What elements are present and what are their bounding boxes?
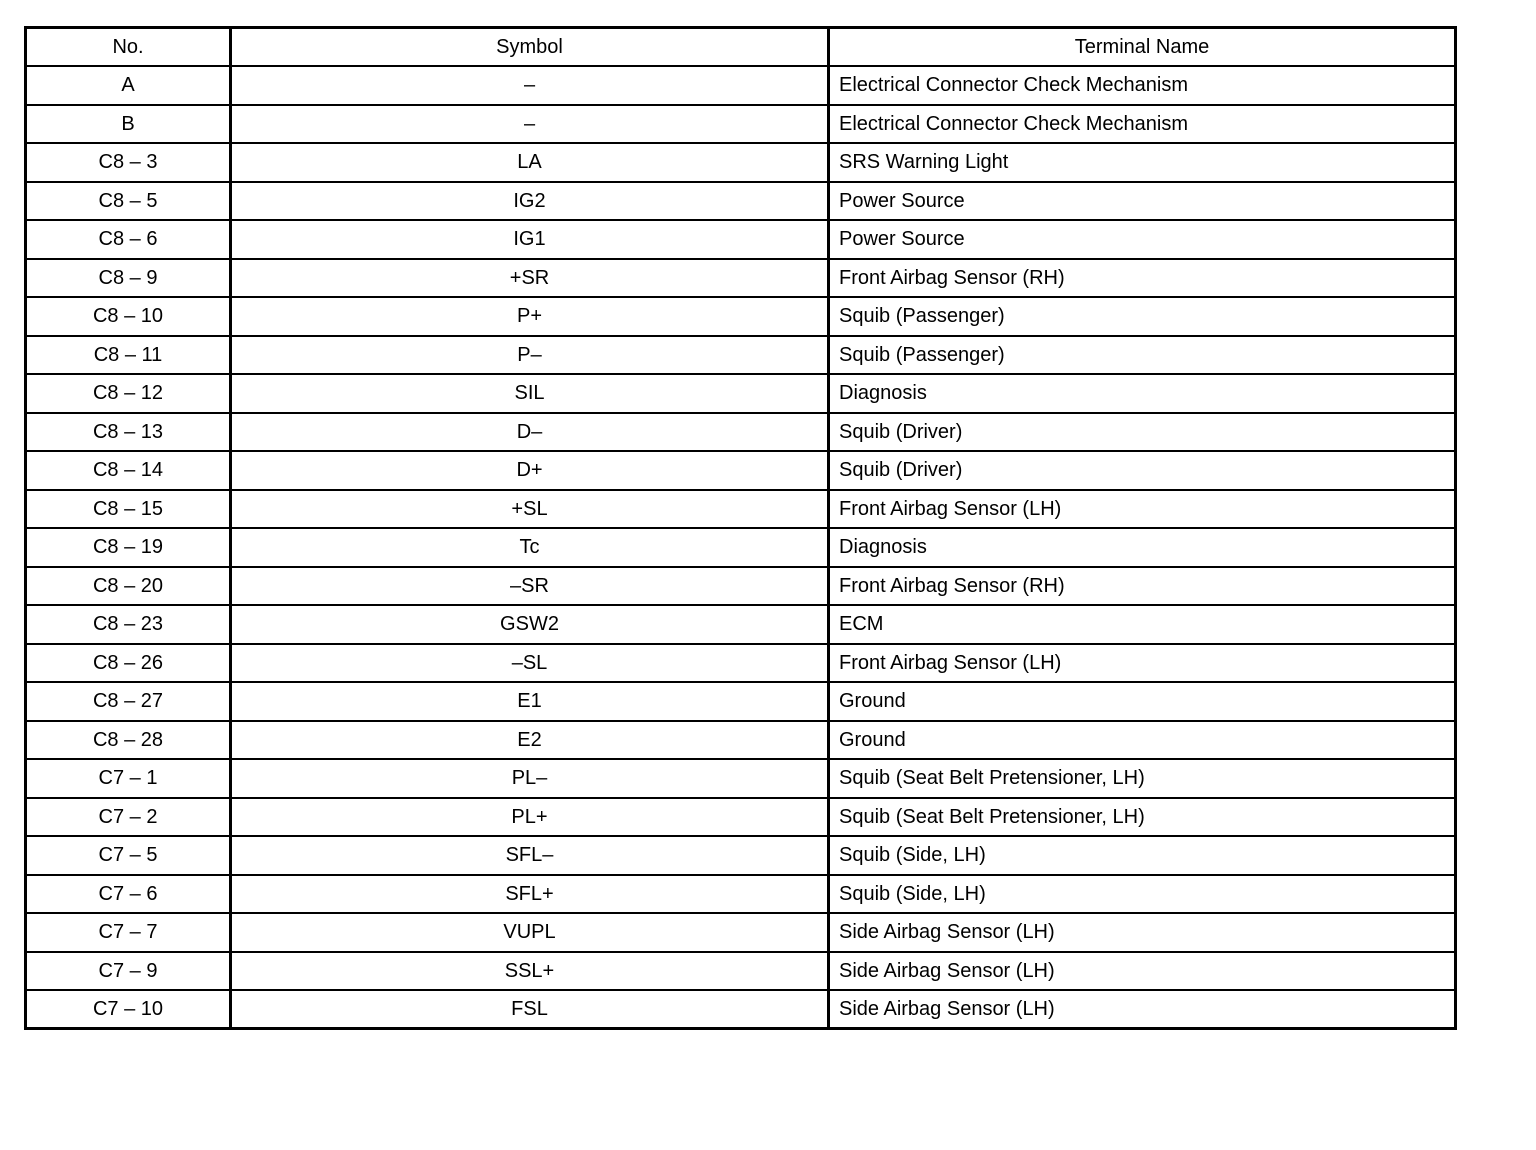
symbol-cell: IG2 (231, 182, 829, 221)
table-row (26, 721, 1456, 760)
terminal-name-cell: Ground (829, 682, 1456, 721)
terminal-name-cell: Front Airbag Sensor (LH) (829, 644, 1456, 683)
symbol-cell: E1 (231, 682, 829, 721)
symbol-cell: P– (231, 336, 829, 375)
terminal-name-cell: Electrical Connector Check Mechanism (829, 105, 1456, 144)
table-row (26, 336, 1456, 375)
table-row (26, 220, 1456, 259)
terminal-no-cell: C8 – 13 (26, 413, 231, 452)
table-row (26, 259, 1456, 298)
terminal-name-cell: ECM (829, 605, 1456, 644)
terminal-name-cell: Diagnosis (829, 528, 1456, 567)
terminal-name-cell: Squib (Driver) (829, 451, 1456, 490)
symbol-cell: D+ (231, 451, 829, 490)
terminal-name-cell: Squib (Driver) (829, 413, 1456, 452)
header-symbol: Symbol (231, 28, 829, 67)
table-row (26, 182, 1456, 221)
terminal-name-cell: Side Airbag Sensor (LH) (829, 990, 1456, 1029)
terminal-no-cell: C7 – 2 (26, 798, 231, 837)
table-row (26, 644, 1456, 683)
terminal-no-cell: C8 – 20 (26, 567, 231, 606)
header-terminal-name: Terminal Name (829, 28, 1456, 67)
terminal-no-cell: C8 – 3 (26, 143, 231, 182)
symbol-cell: – (231, 105, 829, 144)
table-row (26, 374, 1456, 413)
table-row (26, 913, 1456, 952)
terminal-no-cell: C8 – 19 (26, 528, 231, 567)
table-row (26, 798, 1456, 837)
symbol-cell: SIL (231, 374, 829, 413)
table-row (26, 567, 1456, 606)
terminal-no-cell: C8 – 10 (26, 297, 231, 336)
terminal-no-cell: C8 – 9 (26, 259, 231, 298)
header-no: No. (26, 28, 231, 67)
terminal-no-cell: B (26, 105, 231, 144)
terminal-name-cell: Side Airbag Sensor (LH) (829, 913, 1456, 952)
terminal-name-cell: Front Airbag Sensor (RH) (829, 567, 1456, 606)
symbol-cell: PL+ (231, 798, 829, 837)
symbol-cell: SFL+ (231, 875, 829, 914)
terminal-name-cell: Front Airbag Sensor (RH) (829, 259, 1456, 298)
terminal-no-cell: C8 – 15 (26, 490, 231, 529)
terminal-no-cell: C7 – 6 (26, 875, 231, 914)
terminal-no-cell: C8 – 5 (26, 182, 231, 221)
terminal-name-cell: Power Source (829, 182, 1456, 221)
terminal-no-cell: C8 – 11 (26, 336, 231, 375)
terminal-name-cell: Side Airbag Sensor (LH) (829, 952, 1456, 991)
table-row (26, 413, 1456, 452)
terminal-table (24, 26, 1457, 1030)
terminal-name-cell: Electrical Connector Check Mechanism (829, 66, 1456, 105)
terminal-no-cell: C7 – 9 (26, 952, 231, 991)
table-row (26, 451, 1456, 490)
symbol-cell: LA (231, 143, 829, 182)
symbol-cell: FSL (231, 990, 829, 1029)
terminal-name-cell: Squib (Seat Belt Pretensioner, LH) (829, 759, 1456, 798)
terminal-no-cell: C7 – 7 (26, 913, 231, 952)
terminal-name-cell: Squib (Passenger) (829, 336, 1456, 375)
table-row (26, 605, 1456, 644)
table-row (26, 682, 1456, 721)
table-row (26, 952, 1456, 991)
terminal-no-cell: C8 – 6 (26, 220, 231, 259)
terminal-no-cell: C8 – 23 (26, 605, 231, 644)
terminal-no-cell: C8 – 14 (26, 451, 231, 490)
symbol-cell: E2 (231, 721, 829, 760)
symbol-cell: +SL (231, 490, 829, 529)
symbol-cell: –SL (231, 644, 829, 683)
terminal-name-cell: Squib (Seat Belt Pretensioner, LH) (829, 798, 1456, 837)
terminal-no-cell: C8 – 27 (26, 682, 231, 721)
terminal-name-cell: Front Airbag Sensor (LH) (829, 490, 1456, 529)
table-body (26, 66, 1456, 1029)
terminal-name-cell: SRS Warning Light (829, 143, 1456, 182)
table-row (26, 990, 1456, 1029)
terminal-no-cell: C7 – 10 (26, 990, 231, 1029)
terminal-no-cell: C8 – 12 (26, 374, 231, 413)
symbol-cell: –SR (231, 567, 829, 606)
terminal-name-cell: Ground (829, 721, 1456, 760)
table-row (26, 297, 1456, 336)
symbol-cell: PL– (231, 759, 829, 798)
terminal-no-cell: A (26, 66, 231, 105)
terminal-no-cell: C8 – 26 (26, 644, 231, 683)
terminal-name-cell: Squib (Side, LH) (829, 875, 1456, 914)
symbol-cell: IG1 (231, 220, 829, 259)
terminal-name-cell: Squib (Side, LH) (829, 836, 1456, 875)
table-row (26, 105, 1456, 144)
table-row (26, 66, 1456, 105)
symbol-cell: SFL– (231, 836, 829, 875)
terminal-no-cell: C7 – 1 (26, 759, 231, 798)
table-row (26, 836, 1456, 875)
table-row (26, 528, 1456, 567)
table-row (26, 490, 1456, 529)
symbol-cell: – (231, 66, 829, 105)
symbol-cell: +SR (231, 259, 829, 298)
terminal-no-cell: C8 – 28 (26, 721, 231, 760)
symbol-cell: GSW2 (231, 605, 829, 644)
symbol-cell: P+ (231, 297, 829, 336)
symbol-cell: Tc (231, 528, 829, 567)
table-row (26, 759, 1456, 798)
table-row (26, 143, 1456, 182)
table-row (26, 875, 1456, 914)
terminal-no-cell: C7 – 5 (26, 836, 231, 875)
symbol-cell: SSL+ (231, 952, 829, 991)
header-row (26, 28, 1456, 67)
terminal-name-cell: Diagnosis (829, 374, 1456, 413)
symbol-cell: VUPL (231, 913, 829, 952)
symbol-cell: D– (231, 413, 829, 452)
terminal-name-cell: Power Source (829, 220, 1456, 259)
terminal-name-cell: Squib (Passenger) (829, 297, 1456, 336)
